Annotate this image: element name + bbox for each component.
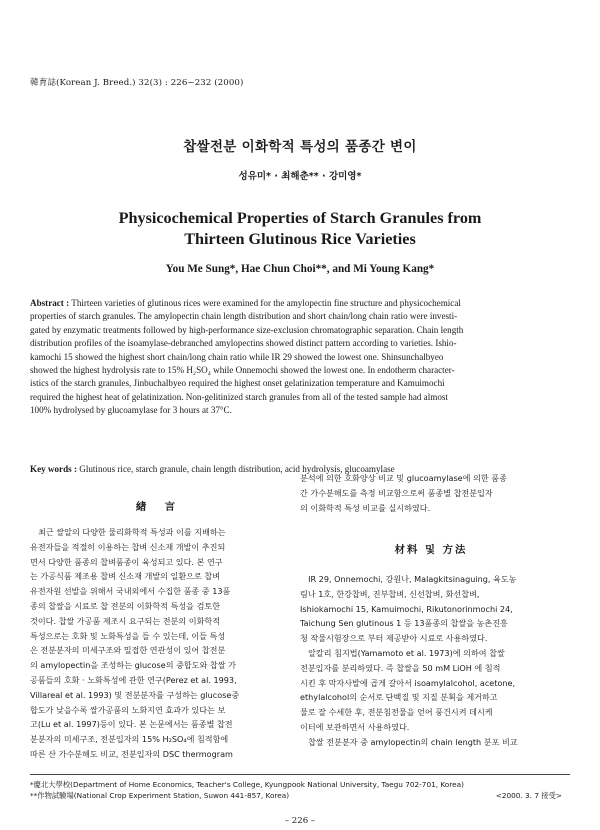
title-english-line-2: Thirteen Glutinous Rice Varieties [184,230,416,248]
body-line: 면서 다양한 품종의 찹벼품종이 육성되고 있다. 본 연구 [30,556,223,567]
body-line: Taichung Sen glutinous 1 등 13품종의 찹쌀을 농촌진흥 [300,618,508,629]
section-heading-materials-methods: 材料 및 方法 [394,544,468,556]
body-line: 따른 산 가수분해도 비교, 전분입자의 DSC thermogram [30,748,233,759]
footnote-affiliation-1: *慶北大學校(Department of Home Economics, Teacher's College, Kyungpook National University, Taegu 702-701, Korea) [30,780,464,789]
keywords-label: Key words : [30,464,77,474]
body-line: 분석에 의한 호화양상 비교 및 glucoamylase에 의한 품종 [300,473,507,483]
footnote-divider [30,774,570,775]
abstract-line: properties of starch granules. The amylopectin chain length distribution and short chain/long chain ratio were investi- [30,311,458,322]
body-line: 분분자의 미세구조, 전분입자의 15% H₂SO₄에 침적함에 [30,734,229,745]
authors-korean: 성유미* · 최해춘** · 강미영* [238,171,362,182]
body-line: 유전자들을 적절히 이용하는 찹벼 신소재 개발이 추진되 [30,541,226,552]
footnotes [30,779,570,801]
body-line: 알칼리 침지법(Yamamoto et al. 1973)에 의하여 찹쌀 [300,647,505,658]
body-line: 것이다. 찹쌀 가공품 제조시 요구되는 전분의 이화학적 [30,615,221,626]
body-line: 의 이화학적 특성 비교를 실시하였다. [300,502,431,513]
body-line: 는 가공식품 제조용 찹벼 신소재 개발의 일환으로 찹벼 [30,571,221,582]
abstract-line: Abstract : Thirteen varieties of glutinous rices were examined for the amylopectin fine structure and physicochemical [30,298,461,308]
body-line: Ishiokamochi 15, Kamuimochi, Rikutonorinmochi 24, [300,603,513,614]
body-line: 찹쌀 전분분자 중 amylopectin의 chain length 분포 비교 [300,736,518,747]
abstract-line: istics of the starch granules, Jinbuchalbyeo required the highest onset gelatinization temperature and Kamuimochi [30,378,445,389]
body-line: 합도가 낮을수록 쌀가공품의 노화지연 효과가 있다는 보 [30,704,226,715]
body-line: 전분입자를 분리하였다. 즉 찹쌀을 50 mM LiOH 에 침적 [300,662,501,673]
body-line: 의 amylopectin을 조성하는 glucose의 중합도와 찹쌀 가 [30,660,236,671]
page-number: – 226 – [284,816,316,826]
right-column-text-bottom [300,572,562,750]
body-line: 공품들의 호화 · 노화특성에 관한 연구(Perez et al. 1993, [30,674,237,685]
body-line: 고(Lu et al. 1997)등이 있다. 본 논문에서는 품종별 찹전 [30,719,233,730]
body-line: 종의 찹쌀을 시료로 찹 전분의 이화학적 특성을 검토한 [30,600,221,611]
authors-english: You Me Sung*, Hae Chun Choi**, and Mi Young Kang* [165,263,435,275]
keywords-text: Glutinous rice, starch granule, chain length distribution, acid hydrolysis, glucoamylase [76,464,395,474]
title-korean: 찹쌀전분 이화학적 특성의 품종간 변이 [183,139,417,155]
section-heading-introduction: 緖 言 [135,501,180,513]
abstract-label: Abstract : [30,298,70,308]
body-line: 림나 1호, 한강찹벼, 진부찹벼, 신선찹벼, 화선찹벼, [300,588,480,599]
abstract-line: kamochi 15 showed the highest short chain/long chain ratio while IR 29 showed the lowest one. Shinsunchalbyeo [30,351,444,362]
journal-citation: 韓育誌(Korean J. Breed.) 32(3) : 226~232 (2000) [30,78,244,88]
abstract-line: gated by enzymatic treatments followed by high-performance size-exclusion chromatographic separation. Chain length [30,324,464,335]
body-line: 청 작물시험장으로 부터 제공받아 시료로 사용하였다. [300,633,488,644]
abstract-line: 100% hydrolysed by glucoamylase for 3 hours at 37°C. [30,405,232,416]
body-line: 시킨 후 막자사발에 곱게 갈아서 isoamylalcohol, acetone, [300,677,516,688]
body-line: 특성으로는 호화 및 노화특성을 들 수 있는데, 이들 특성 [30,630,226,641]
title-english [0,208,600,250]
body-line: ethylalcohol의 순서로 단백질 및 지질 분획을 제거하고 [300,692,498,703]
body-line: 물로 잘 수세한 후, 전분침전물을 얻어 풍건시켜 데시케 [300,707,493,718]
right-column-text-top [300,471,562,515]
body-line: 간 가수분해도를 측정 비교함으로써 품종별 찹전분입자 [300,487,493,498]
abstract-line: distribution profiles of the isoamylase-debranched amylopectins showed distinct pattern according to varieties. Ishio- [30,338,457,349]
body-line: 유전자원 선발을 위해서 국내외에서 수집한 품종 중 13품 [30,586,231,597]
body-line: Villareal et al. 1993) 및 전분분자를 구성하는 glucose중 [30,689,240,700]
title-english-line-1: Physicochemical Properties of Starch Granules from [118,209,482,227]
abstract-line: required the highest heat of gelatinization. Non-gelitinized starch granules from all of the tested sample had almost [30,391,448,402]
body-line: 최근 쌀알의 다양한 물리화학적 특성과 이를 지배하는 [30,527,226,537]
left-column-text [30,525,285,762]
abstract-line: showed the highest hydrolysis rate to 15% H₂SO₄ while Onnemochi showed the lowest one. In endotherm character- [30,365,455,376]
footnote-affiliation-2: **作物試驗場(National Crop Experiment Station, Suwon 441-857, Korea) <2000. 3. 7 接受> [30,791,562,800]
received-date: <2000. 3. 7 接受> [495,791,562,800]
body-line: IR 29, Onnemochi, 강원나, Malagkitsinaguing, 육도농 [300,574,517,584]
abstract [30,297,570,418]
body-line: 은 전분분자의 미세구조와 밀접한 연관성이 있어 찹전분 [30,645,226,656]
body-line: 이터에 보관하면서 사용하였다. [300,721,410,732]
